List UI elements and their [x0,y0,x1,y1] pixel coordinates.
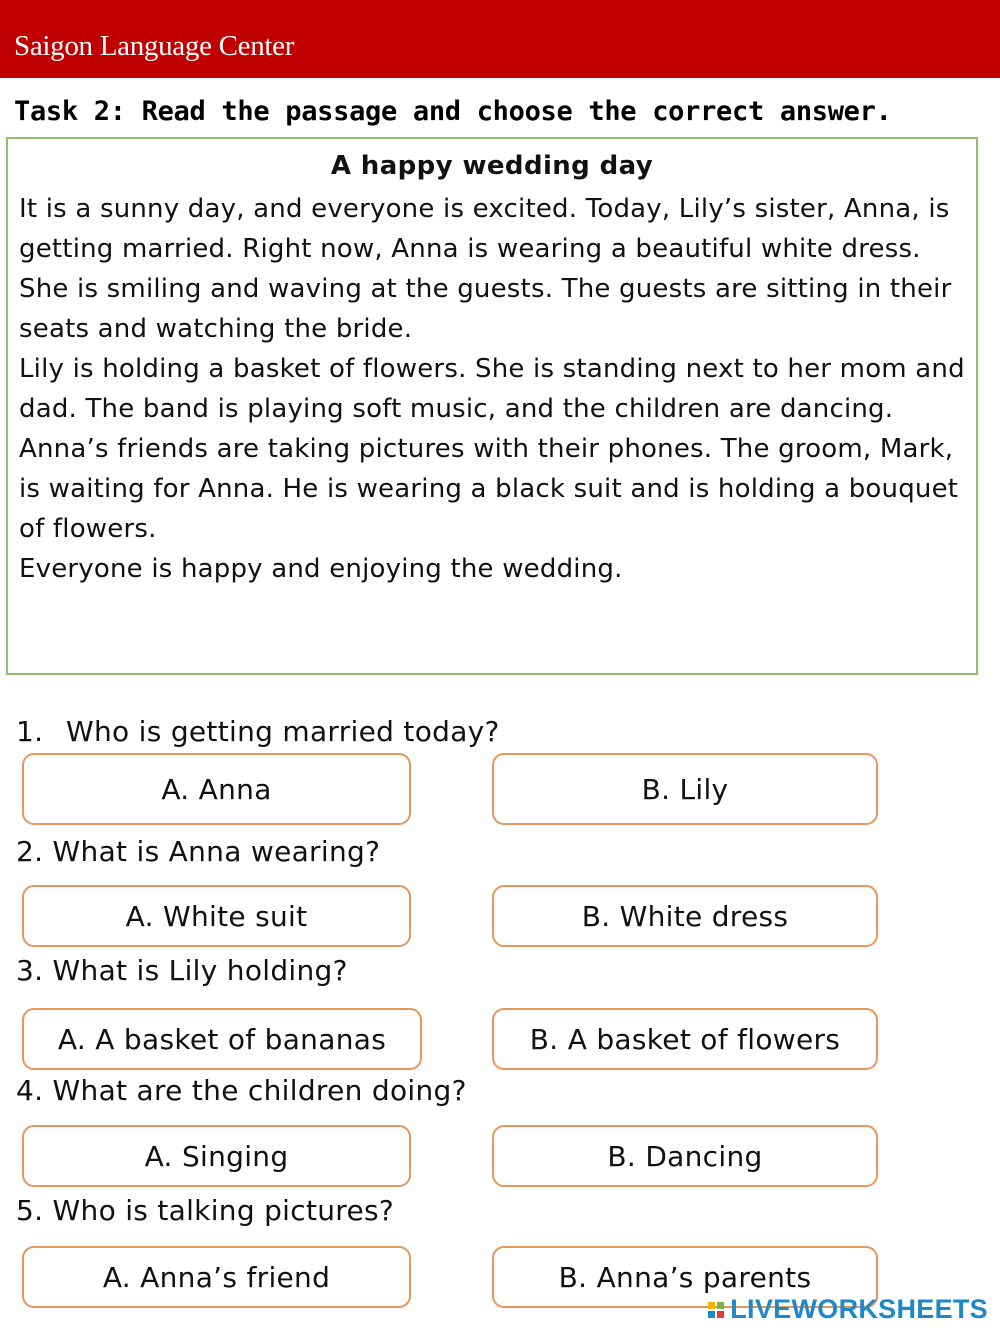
header-title: Saigon Language Center [14,30,295,62]
liveworksheets-logo-icon [708,1302,724,1318]
passage-title: A happy wedding day [330,151,654,181]
q4-option-a[interactable]: A. Singing [22,1125,411,1187]
question-5 [16,1194,394,1227]
header-bar [0,0,1000,78]
q5-option-b[interactable]: B. Anna’s parents [492,1246,878,1308]
question-text: What is Lily holding? [52,954,348,987]
q2-option-b[interactable]: B. White dress [492,885,878,947]
passage-paragraph: It is a sunny day, and everyone is excited. Today, Lily’s sister, Anna, is getting married. Right now, Anna is wearing a beautiful white dress. She is smiling and waving at the guests. The guests are sitting in their seats and watching the bride. [19,194,952,344]
question-number: 4. [16,1074,44,1107]
q5-option-a[interactable]: A. Anna’s friend [22,1246,411,1308]
q2-option-a[interactable]: A. White suit [22,885,411,947]
q3-option-a[interactable]: A. A basket of bananas [22,1008,422,1070]
question-4 [16,1074,467,1107]
passage-paragraph: Anna’s friends are taking pictures with their phones. The groom, Mark, is waiting for Anna. He is wearing a black suit and is holding a bouquet of flowers. [19,434,959,544]
question-text: What are the children doing? [52,1074,467,1107]
question-number: 2. [16,835,44,868]
question-2 [16,835,380,868]
watermark-text: LIVEWORKSHEETS [730,1294,988,1324]
liveworksheets-watermark [708,1294,988,1325]
passage-body [19,189,974,589]
q4-option-b[interactable]: B. Dancing [492,1125,878,1187]
q1-option-a[interactable]: A. Anna [22,753,411,825]
question-text: Who is getting married today? [66,715,500,748]
passage-box [6,137,978,675]
question-number: 5. [16,1194,44,1227]
question-1 [16,715,500,748]
task-heading: Task 2: Read the passage and choose the correct answer. [14,96,892,127]
question-text: Who is talking pictures? [52,1194,395,1227]
question-3 [16,954,348,987]
passage-paragraph: Everyone is happy and enjoying the wedding. [19,554,623,584]
passage-paragraph: Lily is holding a basket of flowers. She is standing next to her mom and dad. The band is playing soft music, and the children are dancing. [19,354,965,424]
question-number: 1. [16,715,44,748]
q3-option-b[interactable]: B. A basket of flowers [492,1008,878,1070]
q1-option-b[interactable]: B. Lily [492,753,878,825]
question-number: 3. [16,954,44,987]
question-text: What is Anna wearing? [52,835,381,868]
